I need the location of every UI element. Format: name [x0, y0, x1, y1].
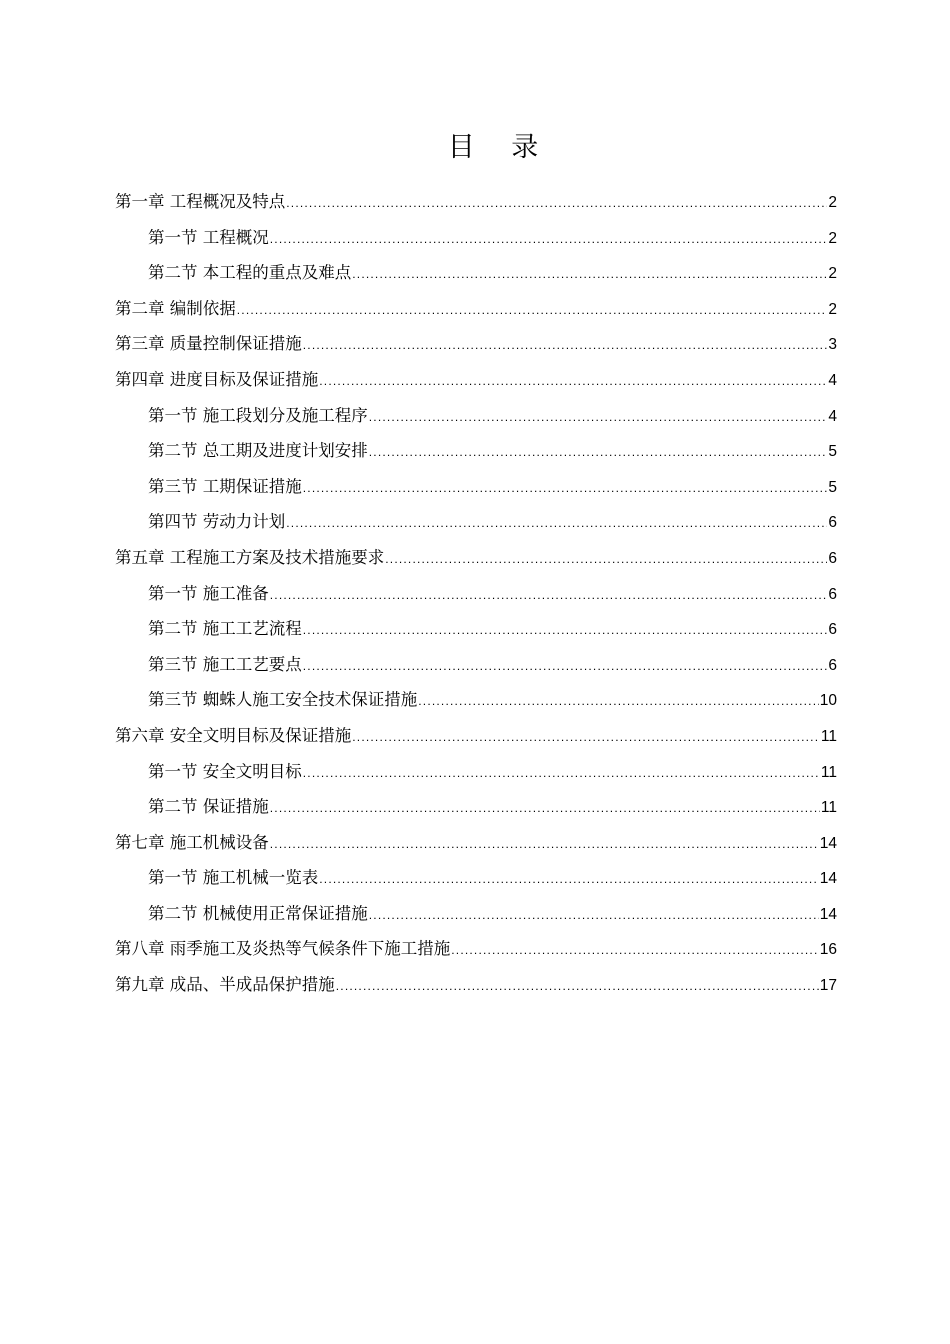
- toc-dot-leader: [303, 756, 820, 792]
- toc-chapter-entry[interactable]: [115, 184, 837, 220]
- toc-page-number: 3: [828, 336, 837, 354]
- toc-page-number: 14: [819, 870, 837, 888]
- toc-dot-leader: [352, 720, 820, 756]
- toc-page-number: 16: [819, 941, 837, 959]
- toc-page-number: 6: [828, 514, 837, 532]
- toc-page-number: 2: [828, 194, 837, 211]
- toc-page-number: 6: [828, 656, 837, 674]
- toc-section-entry[interactable]: [115, 469, 837, 505]
- toc-chapter-entry[interactable]: [115, 291, 837, 327]
- toc-page-number: 4: [828, 371, 837, 389]
- toc-dot-leader: [385, 542, 827, 578]
- toc-dot-leader: [270, 578, 828, 614]
- toc-entry-label: 第三节 工期保证措施: [148, 476, 302, 496]
- toc-section-entry[interactable]: [115, 398, 837, 434]
- toc-chapter-entry[interactable]: [115, 718, 837, 754]
- toc-section-entry[interactable]: [115, 504, 837, 540]
- toc-page-number: 6: [828, 585, 837, 603]
- toc-entry-label: 第一节 施工机械一览表: [148, 868, 319, 888]
- toc-page-number: 2: [828, 265, 837, 283]
- toc-section-entry[interactable]: [115, 754, 837, 790]
- toc-dot-leader: [286, 506, 827, 542]
- toc-dot-leader: [369, 400, 828, 436]
- toc-dot-leader: [237, 293, 828, 329]
- toc-title: 目 录: [447, 132, 553, 163]
- toc-dot-leader: [319, 862, 819, 898]
- toc-dot-leader: [319, 364, 827, 400]
- toc-chapter-entry[interactable]: [115, 326, 837, 362]
- toc-entry-label: 第三节 施工工艺要点: [148, 654, 302, 674]
- toc-page-number: 2: [828, 229, 837, 247]
- toc-section-entry[interactable]: [115, 789, 837, 825]
- toc-entry-label: 第七章 施工机械设备: [115, 832, 269, 852]
- toc-entry-label: 第三章 质量控制保证措施: [115, 334, 302, 354]
- toc-page-number: 11: [820, 763, 837, 781]
- toc-dot-leader: [369, 898, 819, 934]
- toc-entry-label: 第一章 工程概况及特点: [115, 192, 286, 211]
- toc-section-entry[interactable]: [115, 647, 837, 683]
- toc-section-entry[interactable]: [115, 576, 837, 612]
- toc-dot-leader: [270, 222, 828, 258]
- toc-page-number: 6: [828, 549, 837, 567]
- toc-entry-label: 第五章 工程施工方案及技术措施要求: [115, 547, 385, 567]
- toc-section-entry[interactable]: [115, 611, 837, 647]
- toc-entry-label: 第一节 施工准备: [148, 583, 269, 603]
- toc-entry-label: 第二节 施工工艺流程: [148, 619, 302, 639]
- toc-entry-label: 第二节 本工程的重点及难点: [148, 263, 352, 283]
- toc-page-number: 14: [819, 834, 837, 852]
- toc-section-entry[interactable]: [115, 682, 837, 718]
- toc-entry-label: 第九章 成品、半成品保护措施: [115, 975, 335, 995]
- toc-section-entry[interactable]: [115, 896, 837, 932]
- toc-dot-leader: [270, 827, 819, 863]
- toc-dot-leader: [451, 933, 819, 969]
- toc-section-entry[interactable]: [115, 220, 837, 256]
- toc-dot-leader: [303, 471, 828, 507]
- toc-page-number: 6: [828, 621, 837, 639]
- table-of-contents: [115, 184, 837, 1003]
- toc-entry-label: 第二节 总工期及进度计划安排: [148, 441, 368, 461]
- toc-page-number: 14: [819, 905, 837, 923]
- toc-section-entry[interactable]: [115, 255, 837, 291]
- toc-dot-leader: [286, 186, 827, 222]
- toc-entry-label: 第八章 雨季施工及炎热等气候条件下施工措施: [115, 939, 451, 959]
- toc-entry-label: 第二章 编制依据: [115, 298, 236, 318]
- toc-entry-label: 第一节 工程概况: [148, 227, 269, 247]
- toc-page-number: 5: [828, 478, 837, 496]
- toc-entry-label: 第二节 机械使用正常保证措施: [148, 903, 368, 923]
- toc-chapter-entry[interactable]: [115, 362, 837, 398]
- toc-entry-label: 第二节 保证措施: [148, 797, 269, 817]
- toc-chapter-entry[interactable]: [115, 825, 837, 861]
- toc-entry-label: 第四章 进度目标及保证措施: [115, 369, 319, 389]
- toc-chapter-entry[interactable]: [115, 967, 837, 1003]
- toc-dot-leader: [303, 328, 828, 364]
- toc-dot-leader: [418, 684, 819, 720]
- toc-entry-label: 第一节 安全文明目标: [148, 761, 302, 781]
- toc-page-number: 11: [820, 799, 837, 817]
- toc-page-number: 10: [819, 692, 837, 710]
- toc-dot-leader: [352, 257, 827, 293]
- toc-entry-label: 第一节 施工段划分及施工程序: [148, 405, 368, 425]
- toc-dot-leader: [303, 649, 828, 685]
- toc-page-number: 2: [828, 300, 837, 318]
- toc-section-entry[interactable]: [115, 433, 837, 469]
- toc-section-entry[interactable]: [115, 860, 837, 896]
- toc-entry-label: 第四节 劳动力计划: [148, 512, 286, 532]
- toc-page-number: 4: [828, 407, 837, 425]
- toc-entry-label: 第六章 安全文明目标及保证措施: [115, 725, 352, 745]
- toc-dot-leader: [369, 435, 828, 471]
- toc-dot-leader: [303, 613, 828, 649]
- toc-dot-leader: [270, 791, 820, 827]
- toc-page-number: 11: [820, 727, 837, 745]
- toc-page-number: 17: [819, 977, 837, 995]
- toc-chapter-entry[interactable]: [115, 540, 837, 576]
- toc-dot-leader: [336, 969, 819, 1005]
- toc-chapter-entry[interactable]: [115, 931, 837, 967]
- toc-page-number: 5: [828, 443, 837, 461]
- toc-entry-label: 第三节 蜘蛛人施工安全技术保证措施: [148, 690, 418, 710]
